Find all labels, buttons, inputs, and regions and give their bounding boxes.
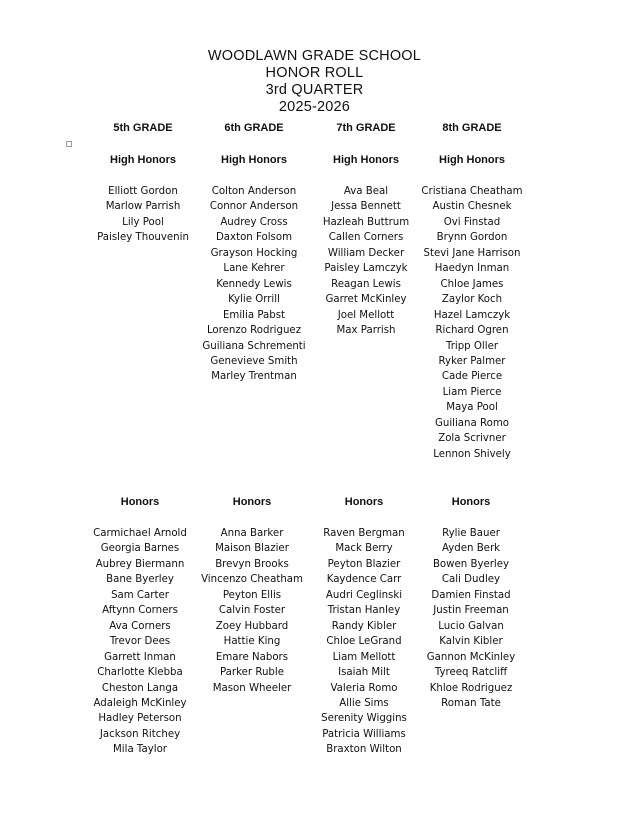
student-name: Paisley Thouvenin — [97, 232, 189, 244]
section-subheading: Honors — [344, 496, 384, 508]
student-name: Vincenzo Cheatham — [201, 574, 303, 586]
student-name: Damien Finstad — [431, 589, 511, 601]
student-name: Joel Mellott — [337, 309, 395, 321]
student-name: Chloe LeGrand — [326, 636, 402, 648]
student-name: Allie Sims — [339, 697, 389, 709]
student-name: Parker Ruble — [220, 667, 284, 679]
student-name: Brynn Gordon — [436, 232, 508, 244]
student-name: Charlotte Klebba — [97, 667, 183, 679]
student-name: Cristiana Cheatham — [421, 186, 523, 197]
student-name: Serenity Wiggins — [321, 713, 407, 725]
student-name: Paisley Lamczyk — [324, 263, 408, 275]
student-name: Garrett Inman — [104, 651, 176, 663]
student-name: Marley Trentman — [211, 371, 297, 383]
student-name: Mason Wheeler — [212, 682, 292, 694]
student-name: Tripp Oller — [445, 340, 499, 352]
student-name: Cheston Langa — [101, 682, 179, 694]
student-name: Max Parrish — [336, 325, 396, 337]
student-name: Colton Anderson — [211, 186, 297, 197]
student-name: Valeria Romo — [330, 682, 398, 694]
student-name: Daxton Folsom — [215, 232, 293, 244]
student-name: Haedyn Inman — [434, 263, 510, 275]
scan-mark — [66, 141, 72, 147]
student-name: Lucio Galvan — [438, 620, 504, 632]
student-name: Braxton Wilton — [326, 744, 402, 756]
student-name: Ava Corners — [109, 620, 171, 632]
grade-6-heading: 6th GRADE — [224, 122, 284, 134]
student-name: Elliott Gordon — [108, 186, 178, 197]
section-subheading: High Honors — [439, 154, 505, 166]
student-name: Connor Anderson — [209, 201, 299, 213]
section-subheading: Honors — [451, 496, 491, 508]
student-name: William Decker — [327, 247, 405, 259]
grade-8-high-honors — [397, 153, 547, 462]
student-name: Mack Berry — [335, 543, 393, 555]
student-name: Sam Carter — [111, 589, 169, 601]
section-subheading: Honors — [120, 496, 160, 508]
student-name: Rylie Bauer — [442, 528, 500, 539]
student-name: Peyton Blazier — [327, 558, 401, 570]
student-name: Zaylor Koch — [441, 294, 503, 306]
student-name: Maison Blazier — [215, 543, 289, 555]
student-name: Richard Ogren — [435, 325, 509, 337]
student-name: Marlow Parrish — [105, 201, 181, 213]
student-name: Anna Barker — [220, 528, 284, 539]
grade-8-heading: 8th GRADE — [442, 122, 502, 134]
student-name: Lane Kehrer — [223, 263, 285, 275]
quarter-label: 3rd QUARTER — [265, 82, 364, 98]
student-name: Cade Pierce — [441, 371, 503, 383]
student-name: Georgia Barnes — [100, 543, 180, 555]
student-name: Aftynn Corners — [102, 605, 178, 617]
student-name: Lennon Shively — [433, 448, 511, 460]
student-name: Tyreeq Ratcliff — [434, 667, 508, 679]
student-name: Liam Pierce — [442, 386, 502, 398]
page-header — [0, 48, 629, 116]
section-subheading: Honors — [232, 496, 272, 508]
student-name: Ovi Finstad — [443, 216, 501, 228]
student-name: Guiliana Schrementi — [202, 340, 306, 352]
student-name: Peyton Ellis — [222, 589, 282, 601]
document-title: HONOR ROLL — [265, 65, 364, 81]
student-name: Genevieve Smith — [210, 355, 298, 367]
student-name: Emare Nabors — [215, 651, 289, 663]
student-name: Chloe James — [440, 278, 504, 290]
student-name: Raven Bergman — [323, 528, 405, 539]
student-name: Garret McKinley — [325, 294, 407, 306]
student-name: Hazleah Buttrum — [322, 216, 410, 228]
student-name: Jessa Bennett — [331, 201, 401, 213]
student-name: Grayson Hocking — [210, 247, 298, 259]
student-name: Emilia Pabst — [222, 309, 286, 321]
student-name: Cali Dudley — [441, 574, 501, 586]
grade-8-honors — [396, 495, 546, 711]
student-name: Aubrey Biermann — [95, 558, 185, 570]
student-name: Mila Taylor — [113, 744, 167, 756]
student-name: Brevyn Brooks — [215, 558, 289, 570]
student-name: Maya Pool — [446, 402, 498, 414]
section-subheading: High Honors — [110, 154, 176, 166]
student-name: Ayden Berk — [441, 543, 501, 555]
student-name: Callen Corners — [328, 232, 404, 244]
student-name: Guiliana Romo — [434, 417, 510, 429]
student-name: Zoey Hubbard — [215, 620, 289, 632]
grade-7-heading: 7th GRADE — [336, 122, 396, 134]
student-name: Zola Scrivner — [438, 433, 506, 445]
student-name: Roman Tate — [441, 697, 501, 709]
student-name: Carmichael Arnold — [93, 528, 187, 539]
student-name: Tristan Hanley — [327, 605, 401, 617]
student-name: Khloe Rodriguez — [429, 682, 513, 694]
section-subheading: High Honors — [333, 154, 399, 166]
school-name: WOODLAWN GRADE SCHOOL — [207, 48, 422, 64]
student-name: Stevi Jane Harrison — [423, 247, 521, 259]
student-name: Gannon McKinley — [426, 651, 516, 663]
student-name: Austin Chesnek — [432, 201, 512, 213]
student-name: Reagan Lewis — [331, 278, 401, 290]
student-name: Patricia Williams — [322, 728, 406, 740]
student-name: Bane Byerley — [106, 574, 174, 586]
student-name: Adaleigh McKinley — [93, 697, 187, 709]
student-name: Ryker Palmer — [438, 355, 506, 367]
student-name: Hazel Lamczyk — [433, 309, 511, 321]
student-name: Isaiah Milt — [338, 667, 390, 679]
student-name: Kennedy Lewis — [216, 278, 292, 290]
student-name: Justin Freeman — [433, 605, 509, 617]
student-name: Bowen Byerley — [432, 558, 510, 570]
student-name: Audrey Cross — [220, 216, 288, 228]
student-name: Liam Mellott — [332, 651, 396, 663]
student-name: Audri Ceglinski — [325, 589, 403, 601]
school-year: 2025-2026 — [278, 99, 351, 115]
section-subheading: High Honors — [221, 154, 287, 166]
grade-5-heading: 5th GRADE — [113, 122, 173, 134]
student-name: Ava Beal — [343, 186, 389, 197]
student-name: Randy Kibler — [331, 620, 397, 632]
student-name: Kylie Orrill — [228, 294, 280, 306]
student-name: Jackson Ritchey — [99, 728, 181, 740]
student-name: Lorenzo Rodriguez — [206, 325, 302, 337]
student-name: Trevor Dees — [109, 636, 171, 648]
student-name: Kalvin Kibler — [439, 636, 503, 648]
student-name: Hattie King — [223, 636, 281, 648]
student-name: Kaydence Carr — [326, 574, 402, 586]
student-name: Lily Pool — [122, 216, 164, 228]
student-name: Calvin Foster — [218, 605, 286, 617]
student-name: Hadley Peterson — [98, 713, 182, 725]
